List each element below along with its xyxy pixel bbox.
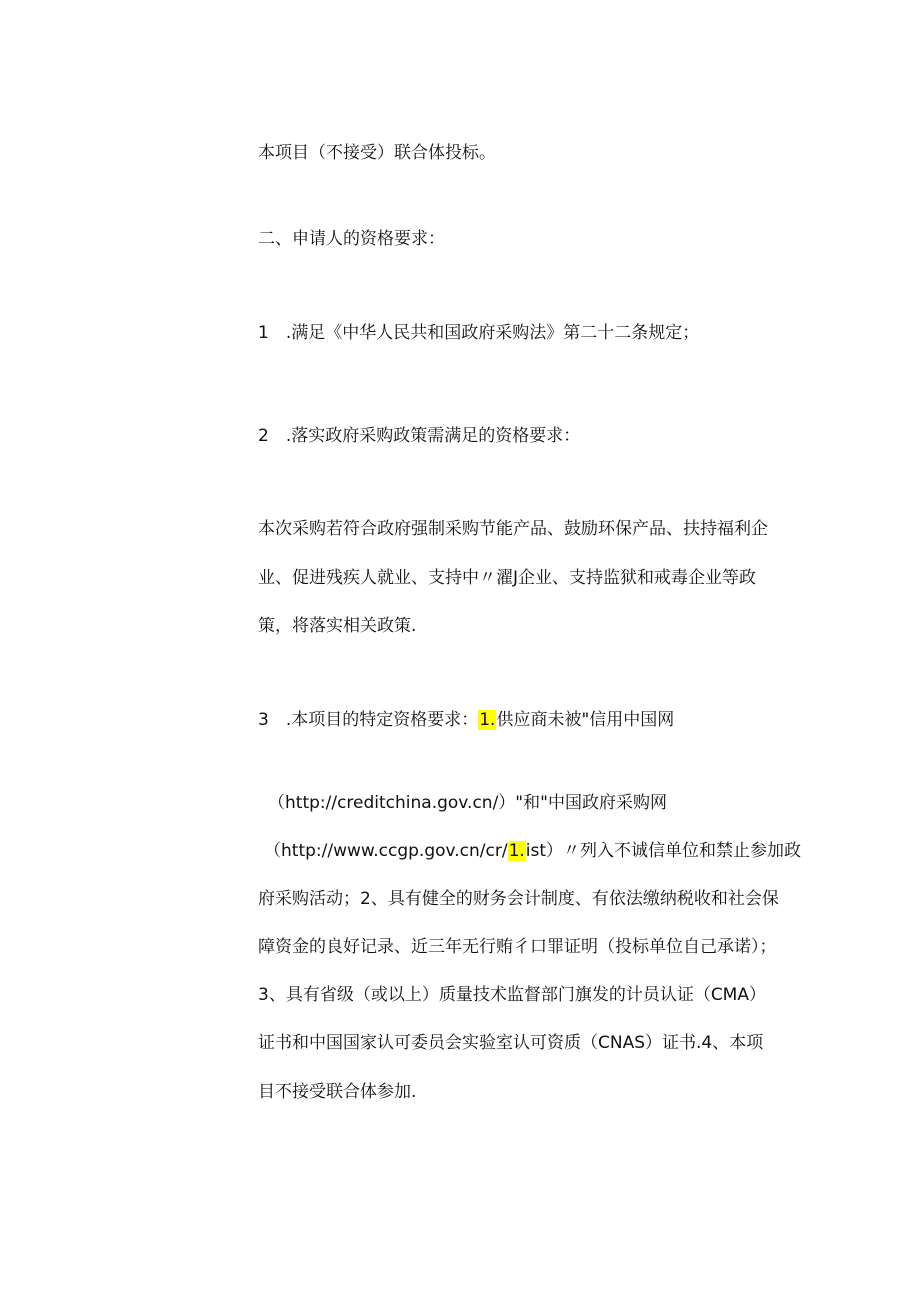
highlighted-mark: 1.: [508, 841, 525, 861]
ccgp-url-line: [264, 839, 801, 863]
requirement-3-suffix: 供应商未被"信用中国网: [496, 710, 675, 730]
policy-line: 本次采购若符合政府强制采购节能产品、鼓励环保产品、扶持福利企: [258, 519, 768, 539]
ccgp-url-prefix: （http://www.ccgp.gov.cn/cr/: [264, 841, 508, 861]
consortium-statement: 本项目（不接受）联合体投标。: [258, 143, 496, 163]
requirement-3-line: 证书和中国国家认可委员会实验室认可资质（CNAS）证书.4、本项: [258, 1033, 764, 1053]
creditchina-url-line: （http://creditchina.gov.cn/）"和"中国政府采购网: [268, 793, 667, 813]
requirement-3: [258, 708, 674, 732]
ccgp-url-suffix: ist）〃列入不诚信单位和禁止参加政: [525, 841, 802, 861]
requirement-3-line: 3、具有省级（或以上）质量技术监督部门旗发的计员认证（CMA）: [258, 985, 766, 1005]
requirement-2: 2 .落实政府采购政策需满足的资格要求：: [258, 426, 581, 446]
requirement-3-line: 府采购活动；2、具有健全的财务会计制度、有依法缴纳税收和社会保: [258, 889, 779, 909]
requirement-3-line: 障资金的良好记录、近三年无行贿彳口罪证明（投标单位自己承诺）；: [258, 937, 777, 957]
policy-line: 业、促进残疾人就业、支持中〃濯J企业、支持监狱和戒毒企业等政: [258, 568, 757, 588]
section-title-qualifications: 二、申请人的资格要求：: [258, 229, 445, 249]
highlighted-mark: 1.: [479, 710, 496, 730]
requirement-3-line: 目不接受联合体参加.: [258, 1082, 417, 1102]
requirement-3-prefix: 3 .本项目的特定资格要求：: [258, 710, 479, 730]
policy-line: 策，将落实相关政策.: [258, 616, 417, 636]
requirement-1: 1 .满足《中华人民共和国政府采购法》第二十二条规定；: [258, 323, 700, 343]
